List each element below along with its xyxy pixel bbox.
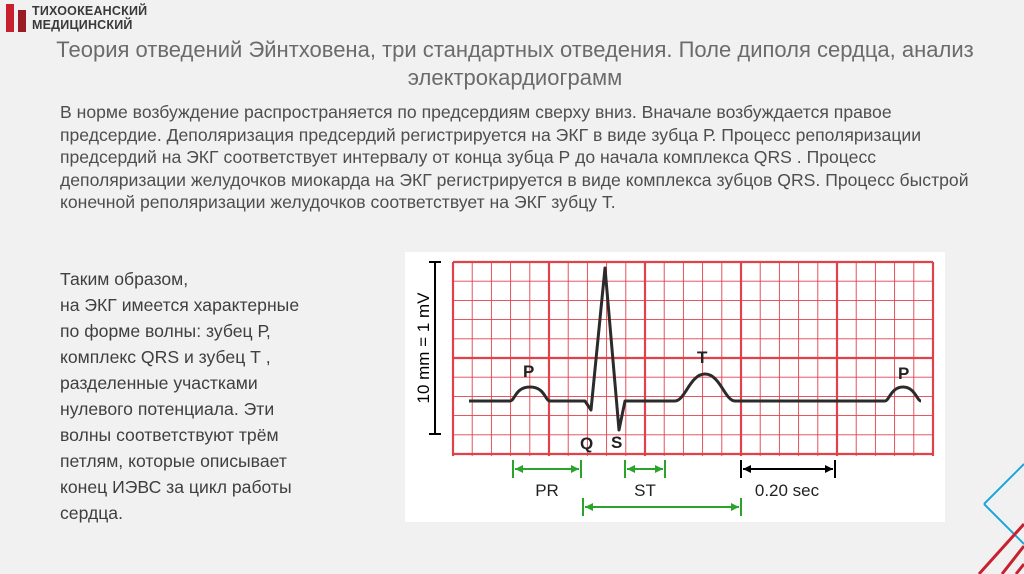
side-line: волны соответствуют трём <box>60 425 279 445</box>
slide-title: Теория отведений Эйнтховена, три стандартных отведения. Поле диполя сердца, анализ электрокардиограмм <box>56 37 974 90</box>
body-paragraph: В норме возбуждение распространяется по предсердиям сверху вниз. Вначале возбуждается правое предсердие. Деполяризация предсердий регистрируется на ЭКГ в виде зубца Р. Процесс реполяризации предсердий на ЭКГ соответствует интервалу от конца зубца Р до начала комплекса QRS . Процесс деполяризации желудочков миокарда на ЭКГ регистрируется в виде комплекса зубцов QRS. Процесс быстрой конечной реполяризации желудочков соответствует на ЭКГ зубцу Т. <box>60 102 969 212</box>
t-wave-label: T <box>697 348 708 367</box>
side-text <box>60 266 390 526</box>
side-line: комплекс QRS и зубец Т , <box>60 347 271 367</box>
side-line: нулевого потенциала. Эти <box>60 399 275 419</box>
st-interval-label: ST <box>634 481 656 500</box>
side-line: разделенные участками <box>60 373 258 393</box>
side-line: сердца. <box>60 503 123 523</box>
corner-decoration <box>954 434 1024 574</box>
ecg-diagram <box>405 252 945 522</box>
pr-interval-label: PR <box>535 481 559 500</box>
y-axis-label: 10 mm = 1 mV <box>414 292 433 404</box>
logo-line-1: ТИХООКЕАНСКИЙ <box>32 4 148 18</box>
q-wave-label: Q <box>580 434 594 453</box>
side-line: петлям, которые описывает <box>60 451 287 471</box>
logo <box>6 4 147 32</box>
p-wave-label: P <box>523 362 535 381</box>
side-line: конец ИЭВС за цикл работы <box>60 477 292 497</box>
logo-text <box>32 4 147 32</box>
logo-line-2: МЕДИЦИНСКИЙ <box>32 18 133 32</box>
s-wave-label: S <box>611 433 623 452</box>
side-line: на ЭКГ имеется характерные <box>60 295 300 315</box>
p-wave-label-2: P <box>898 364 910 383</box>
side-line: Таким образом, <box>60 269 189 289</box>
time-scale-label: 0.20 sec <box>754 481 820 500</box>
logo-mark-icon <box>6 4 28 32</box>
side-line: по форме волны: зубец Р, <box>60 321 271 341</box>
